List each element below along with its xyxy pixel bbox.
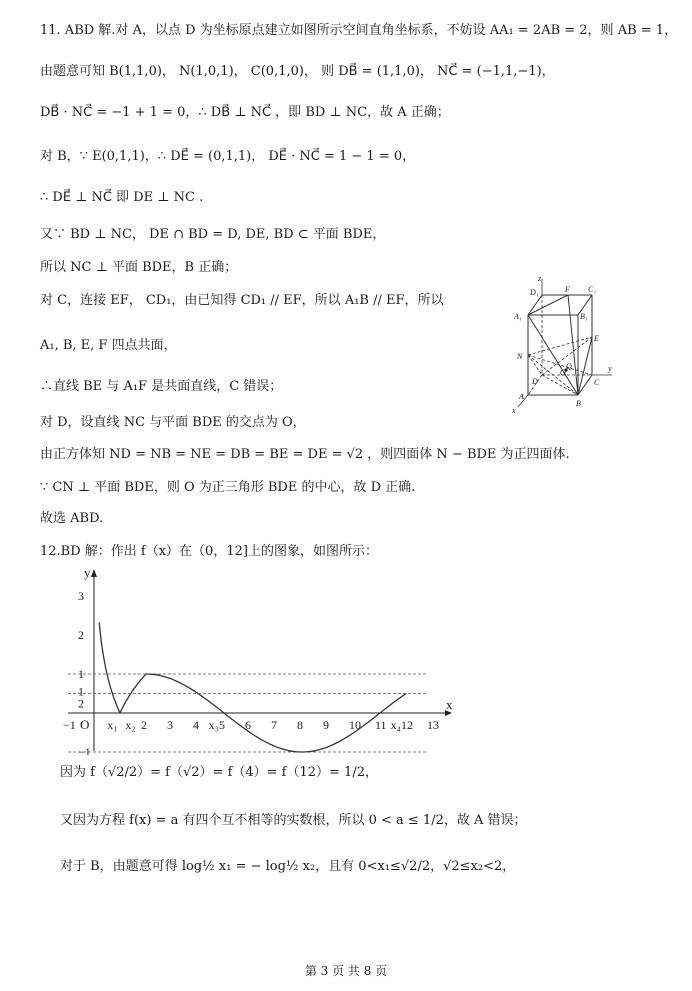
graph-x-tick-12: 10 xyxy=(349,718,361,732)
line-11: 对 D，设直线 NC 与平面 BDE 的交点为 O， xyxy=(40,415,306,430)
graph-x-tick-4: 3 xyxy=(167,718,173,732)
cube-label-n: N xyxy=(517,352,523,361)
graph-y-tick-3: 1 xyxy=(78,684,84,699)
graph-x-tick-15: 12 xyxy=(401,718,413,732)
graph-y-label: y xyxy=(84,565,91,580)
cube-label-q: Q xyxy=(566,362,572,371)
line-8: 对 C，连接 EF， CD₁，由已知得 CD₁ // EF，所以 A₁B // EF，所以 xyxy=(40,293,444,308)
graph-x-tick-2: x₂ xyxy=(125,718,136,732)
cube-label-y: y xyxy=(608,364,612,373)
line-4: 对 B，∵ E(0,1,1)，∴ DE⃗ = (0,1,1)， DE⃗ · NC⃗ = 1 − 1 = 0， xyxy=(40,149,416,164)
cube-label-a1: A₁ xyxy=(514,312,522,321)
page-footer: 第 3 页 共 8 页 xyxy=(304,964,388,978)
line-14: 故选 ABD. xyxy=(40,511,104,526)
line-5: ∴ DE⃗ ⊥ NC⃗ 即 DE ⊥ NC . xyxy=(40,190,204,205)
graph-x-tick-0: −1 xyxy=(63,718,76,732)
cube-figure xyxy=(508,275,620,415)
graph-x-tick-5: 4 xyxy=(193,718,199,732)
graph-x-tick-8: 6 xyxy=(245,718,251,732)
line-6: 又∵ BD ⊥ NC， DE ∩ BD = D, DE, BD ⊂ 平面 BDE， xyxy=(40,227,386,242)
graph-y-tick-0: 3 xyxy=(78,589,84,603)
line-18: 对于 B，由题意可得 log½ x₁ = − log½ x₂，且有 0<x₁≤√2/2，√2≤x₂<2， xyxy=(60,859,516,874)
cube-label-e: E xyxy=(594,334,599,343)
graph-x-tick-16: 13 xyxy=(427,718,439,732)
graph-x-tick-7: 5 xyxy=(219,718,225,732)
graph-x-tick-11: 9 xyxy=(323,718,329,732)
cube-label-b: B xyxy=(576,399,581,408)
cube-label-x: x xyxy=(512,406,516,415)
graph-y-tick-5: −1 xyxy=(78,745,91,755)
graph-x-tick-10: 8 xyxy=(297,718,303,732)
line-12: 由正方体知 ND = NB = NE = DB = BE = DE = √2 ，则四面体 N − BDE 为正四面体. xyxy=(40,447,570,462)
line-16: 因为 f（√2/2）= f（√2）= f（4）= f（12）= 1/2， xyxy=(60,765,378,780)
line-13: ∵ CN ⊥ 平面 BDE，则 O 为正三角形 BDE 的中心，故 D 正确. xyxy=(40,480,416,495)
cube-label-o: O xyxy=(560,368,566,377)
line-1: 11. ABD 解.对 A，以点 D 为坐标原点建立如图所示空间直角坐标系，不妨设 AA₁ = 2AB = 2，则 AB = 1， xyxy=(40,23,678,38)
graph-x-tick-14: x₄ xyxy=(390,718,401,732)
graph-x-tick-13: 11 xyxy=(375,718,387,732)
graph-curve-log xyxy=(99,622,146,712)
line-2: 由题意可知 B(1,1,0)， N(1,0,1)， C(0,1,0)， 则 DB⃗ = (1,1,0)， NC⃗ = (−1,1,−1)， xyxy=(40,64,555,79)
cube-label-b1: B₁ xyxy=(580,312,588,321)
graph-y-tick-2: 1 xyxy=(78,667,84,681)
line-3: DB⃗ · NC⃗ = −1 + 1 = 0，∴ DB⃗ ⊥ NC⃗ ，即 BD ⊥ NC，故 A 正确； xyxy=(40,105,450,120)
graph-x-tick-6: x₃ xyxy=(208,718,219,732)
graph-x-tick-1: x₁ xyxy=(107,718,118,732)
line-9: A₁, B, E, F 四点共面， xyxy=(40,338,177,353)
graph-origin-label: O xyxy=(80,717,90,732)
cube-label-d1: D₁ xyxy=(530,288,539,297)
graph-y-tick-4: 2 xyxy=(78,696,84,711)
line-10: ∴直线 BE 与 A₁F 是共面直线，C 错误； xyxy=(40,379,283,394)
graph-y-tick-1: 2 xyxy=(78,628,84,642)
cube-label-c: C xyxy=(594,378,600,387)
graph-x-tick-3: 2 xyxy=(141,718,147,732)
cube-label-z: z xyxy=(538,275,542,283)
function-graph xyxy=(60,565,480,755)
cube-label-f: F xyxy=(565,285,570,294)
cube-label-d: D xyxy=(532,377,538,386)
cube-label-c1: C₁ xyxy=(588,285,597,294)
line-7: 所以 NC ⊥ 平面 BDE，B 正确； xyxy=(40,260,238,275)
cube-label-a: A xyxy=(519,392,524,401)
line-17: 又因为方程 f(x) = a 有四个互不相等的实数根，所以 0 < a ≤ 1/2，故 A 错误； xyxy=(60,813,527,828)
line-15: 12.BD 解：作出 f（x）在（0，12]上的图象，如图所示： xyxy=(40,544,378,559)
graph-x-label: x xyxy=(446,697,453,712)
graph-x-tick-9: 7 xyxy=(271,718,277,732)
